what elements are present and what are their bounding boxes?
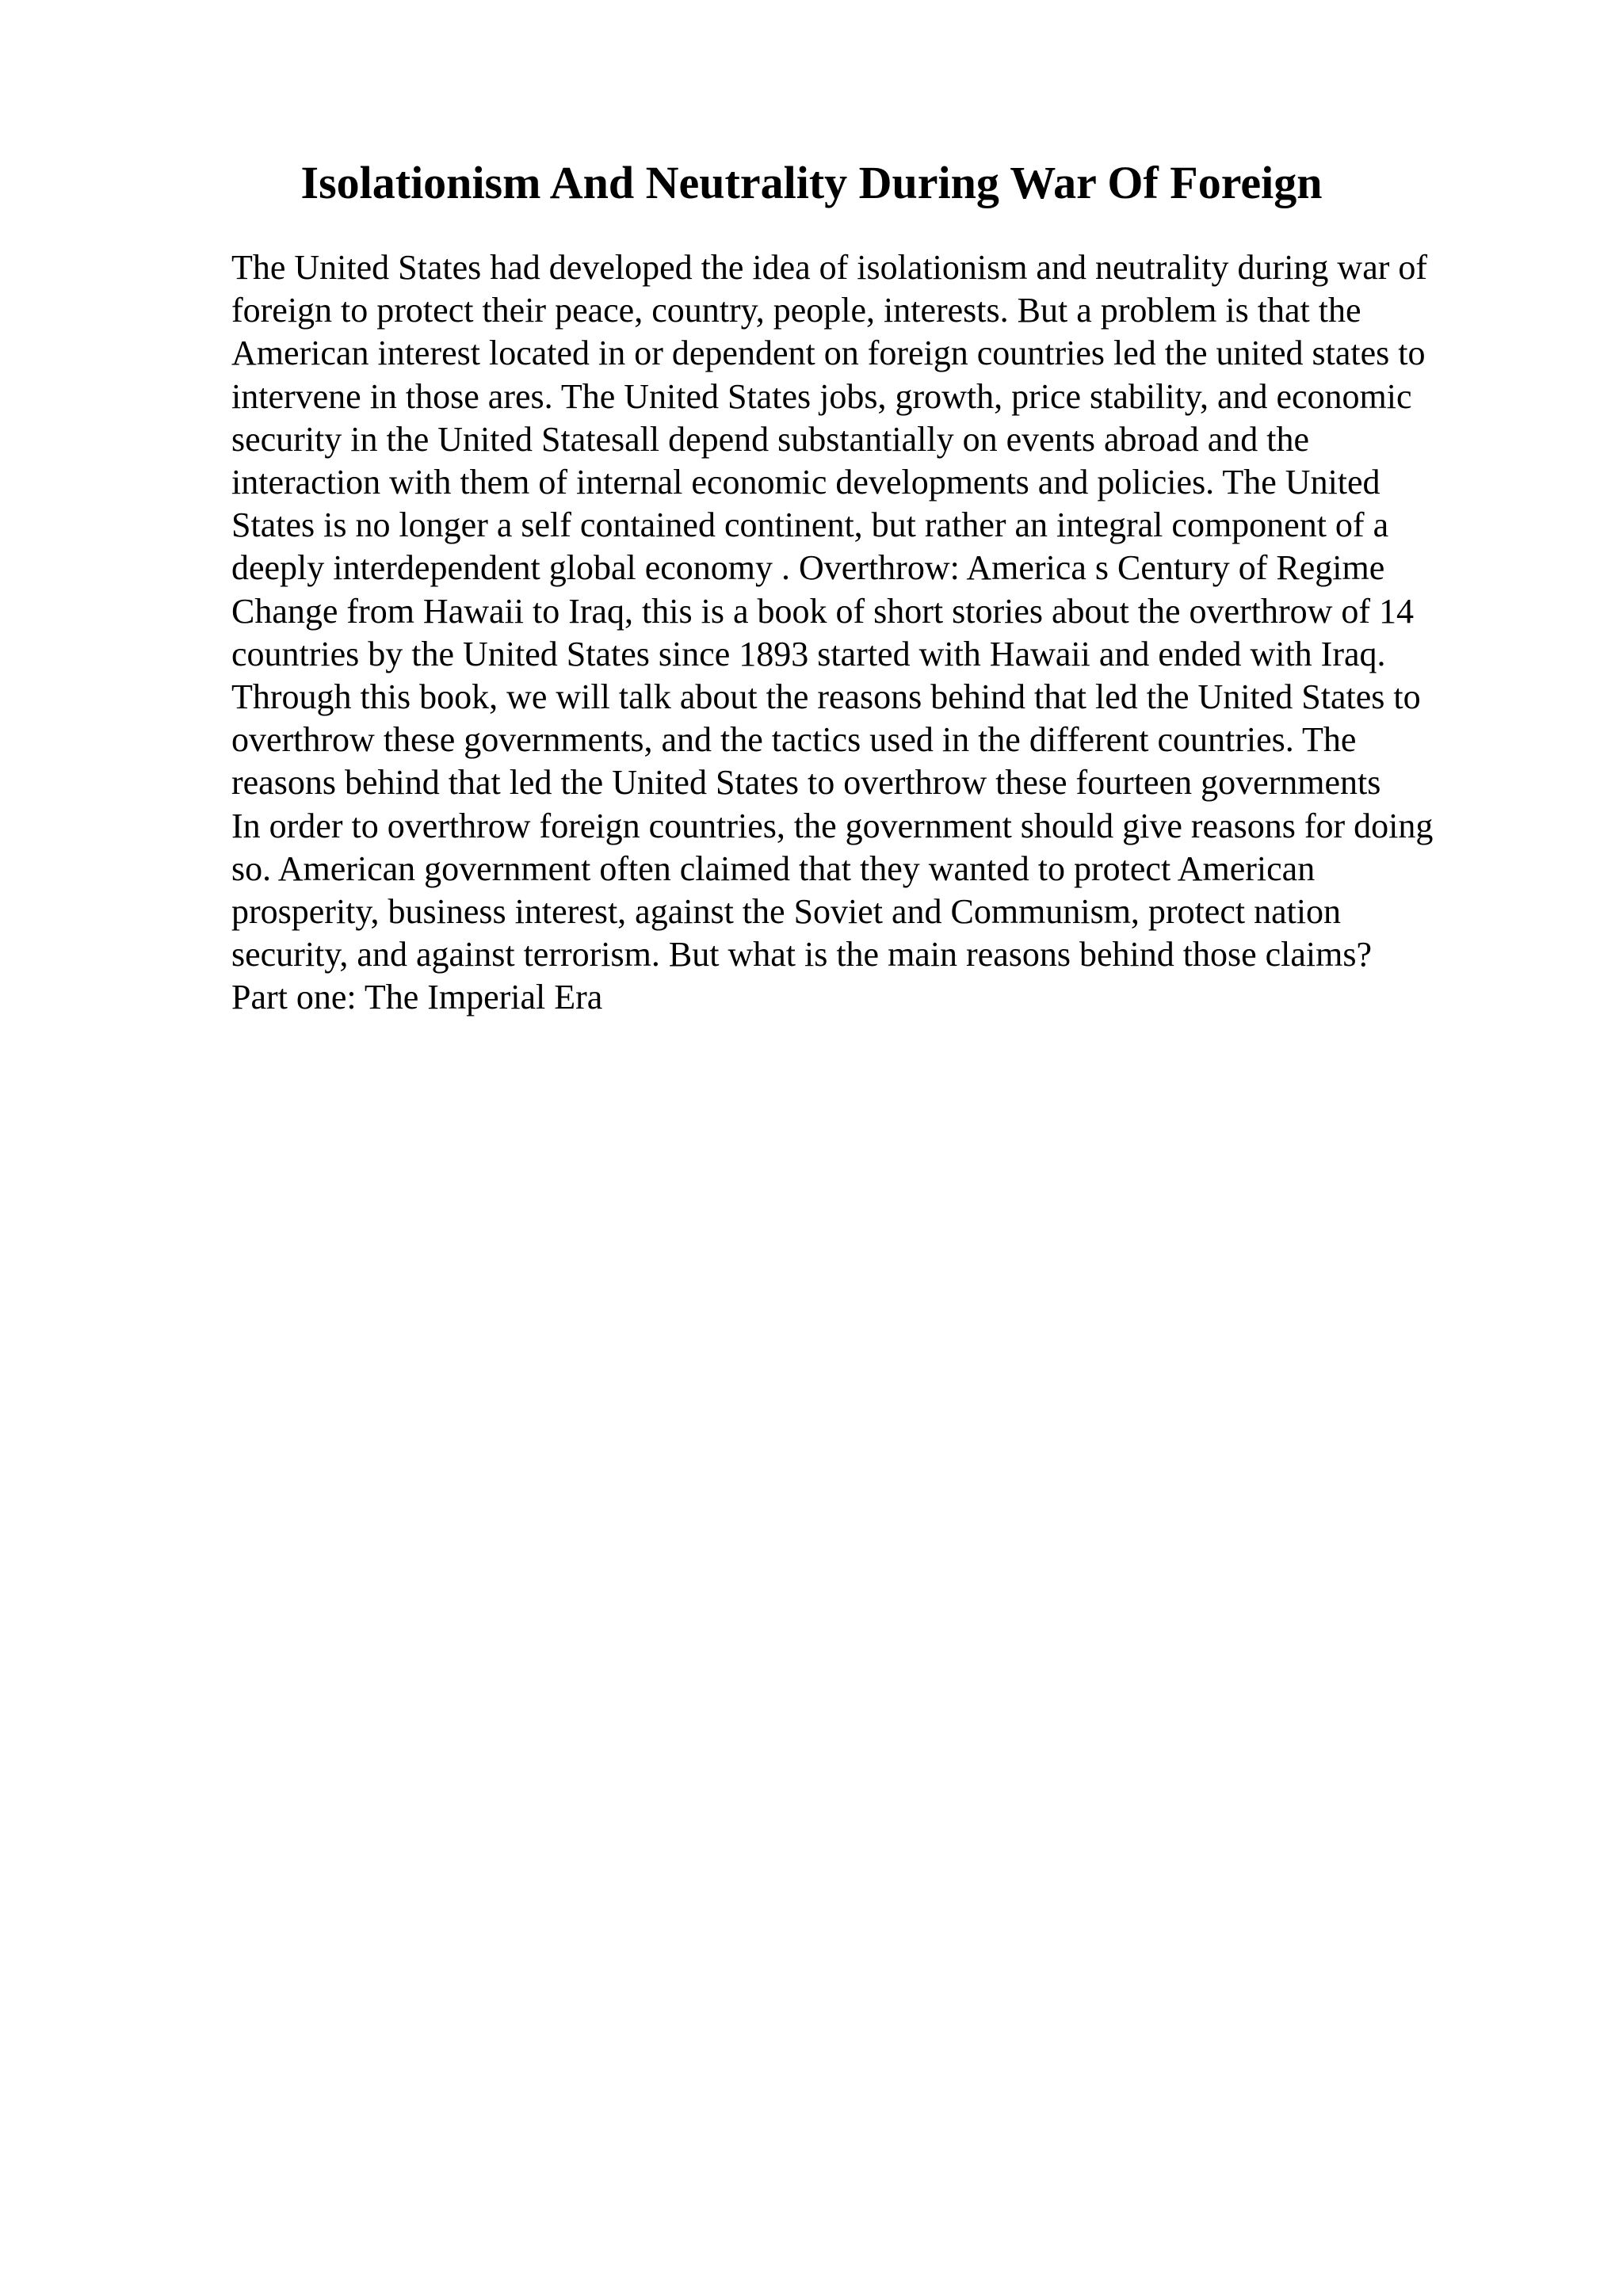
body-line: prosperity, business interest, against the Soviet and Communism, protect nation [231,892,1342,932]
body-line: The United States had developed the idea of isolationism and neutrality during war of [231,248,1428,287]
body-line: overthrow these governments, and the tactics used in the different countries. The [231,720,1357,760]
body-line: interaction with them of internal economic developments and policies. The United [231,463,1381,502]
body-line: States is no longer a self contained continent, but rather an integral component of a [231,505,1389,545]
body-line: reasons behind that led the United States to overthrow these fourteen governments [231,763,1381,803]
document-body [231,246,1594,1020]
body-line: security, and against terrorism. But what is the main reasons behind those claims? [231,935,1373,974]
body-line: foreign to protect their peace, country, people, interests. But a problem is that the [231,291,1361,330]
body-line: countries by the United States since 1893 started with Hawaii and ended with Iraq. [231,634,1386,673]
body-line: deeply interdependent global economy . Overthrow: America s Century of Regime [231,548,1385,588]
body-line: In order to overthrow foreign countries, the government should give reasons for doing [231,806,1434,845]
body-line: American interest located in or dependent on foreign countries led the united states to [231,334,1426,373]
body-line: Part one: The Imperial Era [231,978,603,1017]
body-line: Through this book, we will talk about the reasons behind that led the United States to [231,677,1421,717]
document-title: Isolationism And Neutrality During War Of Foreign [300,157,1323,208]
body-line: security in the United Statesall depend substantially on events abroad and the [231,419,1309,459]
body-line: Change from Hawaii to Iraq, this is a book of short stories about the overthrow of 14 [231,591,1415,631]
body-line: intervene in those ares. The United States jobs, growth, price stability, and economic [231,376,1412,416]
body-line: so. American government often claimed that they wanted to protect American [231,849,1316,888]
